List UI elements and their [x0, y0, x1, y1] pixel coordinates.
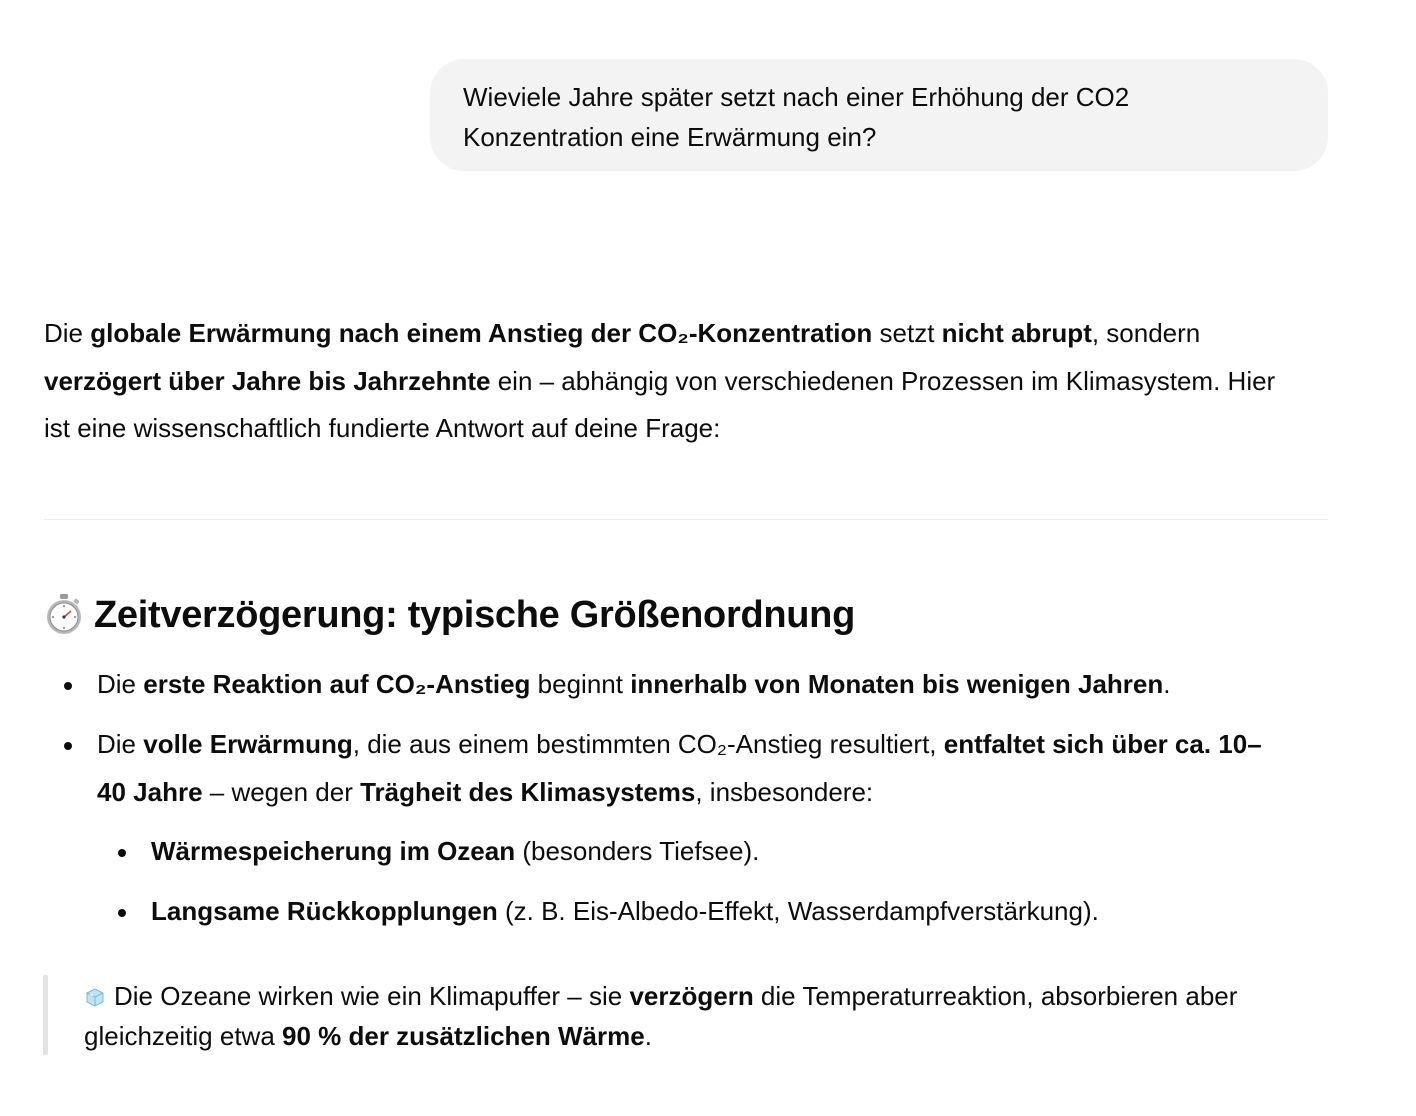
text-run: (besonders Tiefsee). [515, 836, 760, 866]
text-run: . [644, 1021, 652, 1051]
section-heading [44, 588, 855, 642]
horizontal-divider [44, 519, 1328, 520]
stopwatch-icon [44, 593, 84, 635]
bullet-dot [118, 849, 126, 857]
intro-text: ein – abhängig von verschiedenen Prozessen im Klimasystem. Hier [490, 365, 1276, 396]
intro-text: , sondern [1091, 318, 1201, 348]
text-run: , die aus einem bestimmten CO₂-Anstieg resultiert, [352, 729, 944, 759]
text-run: gleichzeitig etwa [84, 1021, 282, 1051]
intro-bold: nicht abrupt [941, 318, 1092, 348]
text-run: , insbesondere: [695, 776, 874, 807]
bold-run: volle Erwärmung [143, 729, 353, 759]
bold-run: erste Reaktion auf CO₂-Anstieg [143, 669, 531, 699]
list-item-text [151, 888, 1099, 936]
text-run: beginnt [530, 669, 631, 699]
user-message-bubble [430, 59, 1328, 171]
intro-line-3 [44, 405, 1334, 453]
text-run: Die Ozeane wirken wie ein Klimapuffer – sie [114, 981, 630, 1011]
user-message-line-2: Konzentration eine Erwärmung ein? [463, 122, 877, 152]
intro-text: ist eine wissenschaftlich fundierte Antwort auf deine Frage: [44, 413, 721, 443]
bullet-dot [118, 909, 126, 917]
intro-line-2 [44, 358, 1334, 406]
intro-text: Die [44, 318, 91, 348]
blockquote-text [84, 976, 1324, 1056]
list-item-line [97, 721, 1327, 769]
ice-cube-icon [84, 987, 106, 1007]
blockquote [43, 975, 1333, 1055]
intro-text: setzt [872, 318, 942, 348]
text-run: die Temperaturreaktion, absorbieren aber [753, 981, 1238, 1011]
text-run: . [1163, 669, 1171, 699]
blockquote-bar [43, 975, 48, 1055]
blockquote-line [84, 976, 1324, 1016]
text-run: Die [97, 729, 144, 759]
list-item-text [151, 828, 759, 876]
text-run: Die [97, 669, 144, 699]
bold-run: 40 Jahre [97, 776, 203, 807]
bold-run: verzögern [629, 981, 754, 1011]
bold-run: 90 % der zusätzlichen Wärme [282, 1021, 645, 1051]
intro-bold: verzögert über Jahre bis Jahrzehnte [44, 365, 491, 396]
assistant-intro-paragraph [44, 310, 1334, 453]
section-heading-text: Zeitverzögerung: typische Größenordnung [94, 594, 856, 636]
bold-run: innerhalb von Monaten bis wenigen Jahren [630, 669, 1164, 699]
bullet-dot [64, 682, 72, 690]
bold-run: Langsame Rückkopplungen [151, 896, 498, 926]
bullet-dot [64, 742, 72, 750]
bold-run: entfaltet sich über ca. 10– [943, 729, 1262, 759]
bold-run: Wärmespeicherung im Ozean [151, 836, 516, 866]
intro-line-1 [44, 310, 1334, 358]
intro-bold: globale Erwärmung nach einem Anstieg der CO₂-Konzentration [90, 318, 873, 348]
text-run: (z. B. Eis-Albedo-Effekt, Wasserdampfverstärkung). [497, 896, 1099, 926]
blockquote-line [84, 1016, 1324, 1056]
list-item-text [97, 661, 1171, 709]
list-item-text [97, 721, 1327, 816]
user-message-line-1: Wieviele Jahre später setzt nach einer Erhöhung der CO2 [463, 82, 1130, 112]
text-run: – wegen der [202, 776, 361, 807]
list-item-line [97, 769, 1327, 817]
bold-run: Trägheit des Klimasystems [360, 776, 696, 807]
